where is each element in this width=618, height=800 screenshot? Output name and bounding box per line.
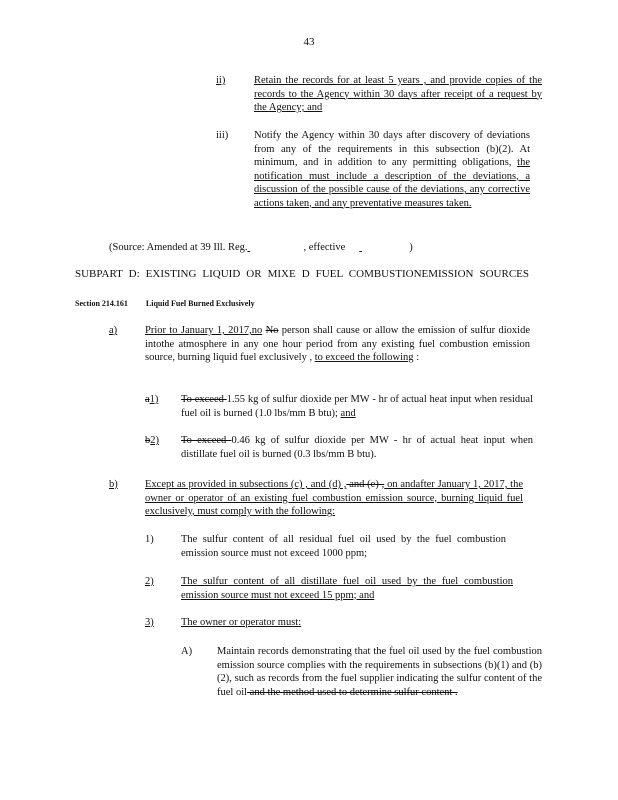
sub-b3-label: 3) (145, 617, 154, 628)
sub-a1-deleted: To exceed (181, 394, 227, 405)
source-note-prefix: (Source: Amended at 39 Ill. Reg. (109, 242, 248, 253)
para-a-body: person shall cause or allow the emission of sulfur dioxide intothe atmosphere in any one hour period from any existing fuel combustion emission source, burning liquid fuel exclusively , (145, 325, 531, 363)
sub-a2-label-old: b (145, 435, 151, 446)
item-iii-underlined: the notification must include a description of the deviations, a discussion of the possible cause of the deviations, any corrective actions taken, and any preventative measures taken. (254, 157, 530, 209)
sub-b3-text: The owner or operator must: (181, 617, 302, 628)
para-b-added-1: Except as provided in subsections (c) , and (d) , (145, 479, 347, 490)
sub-a1-label-new: 1) (149, 394, 159, 405)
sub-b3a-text (217, 645, 542, 699)
item-iii-plain: Notify the Agency within 30 days after discovery of deviations from any of the requirements in this subsection (b)(2). At minimum, and in addition to any permitting obligations, (254, 130, 530, 168)
item-ii-text: Retain the records for at least 5 years , and provide copies of the records to the Agency within 30 days after receipt of a request by the Agency; and (254, 75, 542, 113)
sub-b1-label: 1) (145, 534, 154, 545)
item-iii-label: iii) (216, 130, 229, 141)
sub-a2-label (145, 434, 159, 448)
sub-a1-body: 1.55 kg of sulfur dioxide per MW - hr of actual heat input when residual fuel oil is burned (1.0 lbs/mm B btu); (181, 394, 534, 419)
section-heading (75, 297, 255, 311)
para-a-colon: : (413, 352, 420, 363)
source-note (109, 241, 439, 255)
sub-b1-text: The sulfur content of all residual fuel oil used by the fuel combustion emission source must not exceed 1000 ppm; (181, 534, 506, 559)
sub-b3a-deleted: and the method used to determine sulfur content . (247, 686, 458, 698)
para-a-amended-prefix: Prior to January 1, 2017,no (145, 325, 263, 336)
para-a-deleted-word: No (265, 325, 279, 336)
para-a-text (145, 324, 530, 365)
para-b-text (145, 478, 523, 519)
section-title: Liquid Fuel Burned Exclusively (145, 299, 255, 308)
sub-a2-deleted: To exceed (181, 435, 232, 446)
para-b-label: b) (109, 479, 118, 490)
sub-b2-text: The sulfur content of all distillate fuel oil used by the fuel combustion emission source must not exceed 15 ppm; and (181, 576, 513, 601)
sub-a2-body: 0.46 kg of sulfur dioxide per MW - hr of actual heat input when distillate fuel oil is burned (0.3 lbs/mm B btu). (181, 435, 533, 460)
item-iii-text (254, 129, 530, 210)
sub-a1-added: and (340, 407, 356, 419)
para-b-added-2: on andafter January 1, 2017, the owner or operator of an existing fuel combustion emission source, burning liquid fuel exclusively, must comply with the following: (145, 479, 523, 517)
item-ii-label: ii) (216, 75, 226, 86)
sub-a1-label-old: a (145, 394, 150, 405)
section-number: Section 214.161 (75, 299, 128, 308)
para-a-added-phrase: to exceed the following (314, 352, 414, 363)
source-note-middle: , effective (303, 242, 346, 253)
sub-a1-text (181, 393, 533, 420)
para-b-deleted: and (e) , (346, 479, 385, 490)
sub-a1-label (145, 393, 158, 407)
page-number: 43 (303, 36, 315, 48)
sub-b3a-body: Maintain records demonstrating that the fuel oil used by the fuel combustion emission source complies with the requirements in subsections (b)(1) and (b)(2), such as records from the fuel supplier indicating the sulfur content of the fuel oil (217, 646, 542, 698)
source-note-suffix: ) (409, 242, 413, 253)
para-a-label: a) (109, 325, 118, 336)
sub-a2-label-new: 2) (150, 435, 159, 446)
sub-a2-text (181, 434, 533, 461)
subpart-heading: SUBPART D: EXISTING LIQUID OR MIXE D FUEL COMBUSTIONEMISSION SOURCES (75, 268, 529, 280)
sub-b2-label: 2) (145, 576, 154, 587)
sub-b3a-label: A) (181, 646, 193, 657)
